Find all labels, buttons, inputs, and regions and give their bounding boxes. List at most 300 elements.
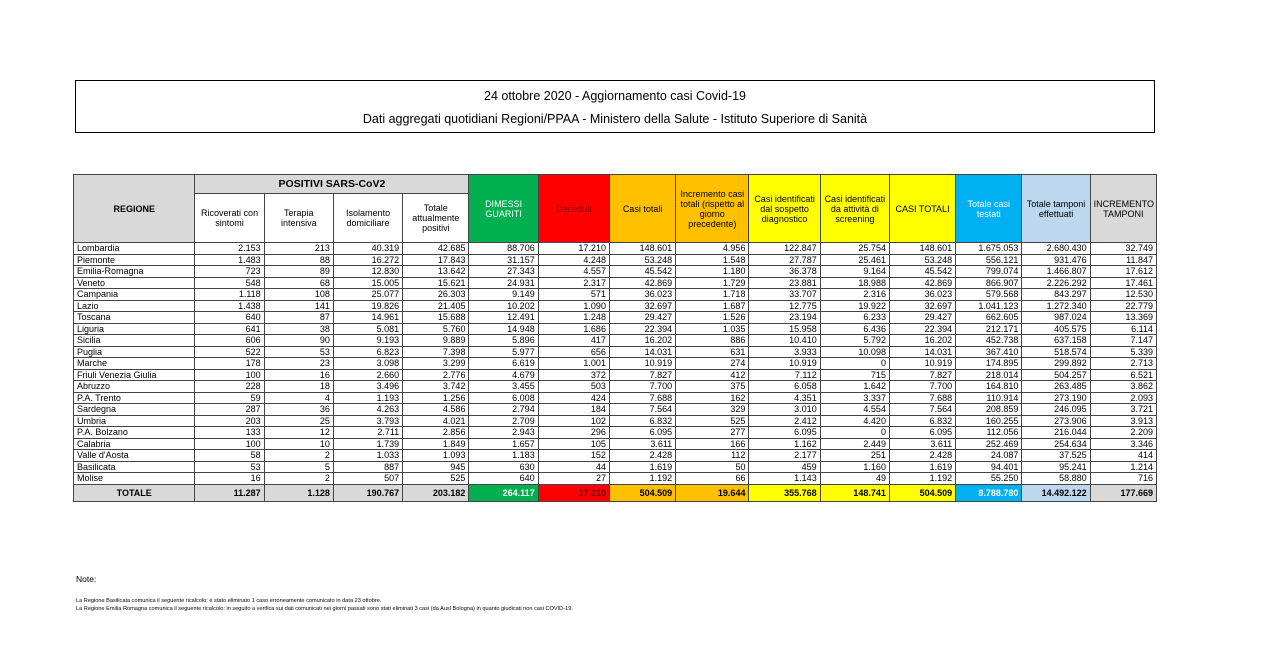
value-cell: 1.193 — [333, 392, 402, 404]
value-cell: 22.779 — [1090, 300, 1156, 312]
table-row — [74, 415, 1157, 427]
value-cell: 4.557 — [538, 266, 609, 278]
covid-data-table — [73, 174, 1157, 502]
col-header-regione: REGIONE — [74, 175, 195, 243]
value-cell: 2.794 — [469, 404, 538, 416]
value-cell: 662.605 — [956, 312, 1022, 324]
value-cell: 10.410 — [749, 335, 820, 347]
value-cell: 2.943 — [469, 427, 538, 439]
value-cell: 27.787 — [749, 254, 820, 266]
table-row — [74, 450, 1157, 462]
value-cell: 4.586 — [403, 404, 469, 416]
table-row — [74, 473, 1157, 485]
value-cell: 1.526 — [676, 312, 749, 324]
value-cell: 1.248 — [538, 312, 609, 324]
value-cell: 640 — [469, 473, 538, 485]
col-header-totale-casi-testati: Totale casi testati — [956, 175, 1022, 243]
value-cell: 1.438 — [195, 300, 264, 312]
value-cell: 4.351 — [749, 392, 820, 404]
value-cell: 68 — [264, 277, 333, 289]
value-cell: 1.093 — [403, 450, 469, 462]
value-cell: 208.859 — [956, 404, 1022, 416]
value-cell: 2.316 — [820, 289, 889, 301]
total-value-cell: 1.128 — [264, 484, 333, 501]
value-cell: 2.713 — [1090, 358, 1156, 370]
value-cell: 9.149 — [469, 289, 538, 301]
value-cell: 1.675.053 — [956, 243, 1022, 255]
value-cell: 3.793 — [333, 415, 402, 427]
value-cell: 525 — [403, 473, 469, 485]
col-header-dimessi-guariti: DIMESSI GUARITI — [469, 175, 538, 243]
value-cell: 3.862 — [1090, 381, 1156, 393]
value-cell: 141 — [264, 300, 333, 312]
value-cell: 2.412 — [749, 415, 820, 427]
value-cell: 1.657 — [469, 438, 538, 450]
value-cell: 10.919 — [609, 358, 675, 370]
value-cell: 273.190 — [1022, 392, 1090, 404]
value-cell: 329 — [676, 404, 749, 416]
value-cell: 1.729 — [676, 277, 749, 289]
total-value-cell: 355.768 — [749, 484, 820, 501]
col-header-incremento-tamponi: INCREMENTO TAMPONI — [1090, 175, 1156, 243]
value-cell: 254.634 — [1022, 438, 1090, 450]
table-row — [74, 289, 1157, 301]
value-cell: 3.913 — [1090, 415, 1156, 427]
total-value-cell: 203.182 — [403, 484, 469, 501]
value-cell: 26.303 — [403, 289, 469, 301]
value-cell: 723 — [195, 266, 264, 278]
value-cell: 571 — [538, 289, 609, 301]
value-cell: 6.095 — [749, 427, 820, 439]
value-cell: 4.248 — [538, 254, 609, 266]
value-cell: 53 — [195, 461, 264, 473]
table-row — [74, 243, 1157, 255]
value-cell: 112 — [676, 450, 749, 462]
report-header — [75, 80, 1155, 133]
value-cell: 3.742 — [403, 381, 469, 393]
value-cell: 178 — [195, 358, 264, 370]
table-row — [74, 254, 1157, 266]
value-cell: 2.093 — [1090, 392, 1156, 404]
value-cell: 507 — [333, 473, 402, 485]
value-cell: 579.568 — [956, 289, 1022, 301]
value-cell: 9.164 — [820, 266, 889, 278]
value-cell: 1.619 — [889, 461, 955, 473]
value-cell: 299.892 — [1022, 358, 1090, 370]
value-cell: 100 — [195, 369, 264, 381]
value-cell: 36.378 — [749, 266, 820, 278]
value-cell: 412 — [676, 369, 749, 381]
value-cell: 273.906 — [1022, 415, 1090, 427]
value-cell: 2.680.430 — [1022, 243, 1090, 255]
value-cell: 886 — [676, 335, 749, 347]
value-cell: 987.024 — [1022, 312, 1090, 324]
value-cell: 2.856 — [403, 427, 469, 439]
note-line: La Regione Emilia Romagna comunica il seguente ricalcolo: in seguito a verifica sui dati comunicati nei giorni passati sono stati eliminati 3 casi (da Ausl Bologna) in quanto giudicati non casi COVID-19. — [76, 605, 573, 612]
value-cell: 1.118 — [195, 289, 264, 301]
value-cell: 27.343 — [469, 266, 538, 278]
table-row — [74, 358, 1157, 370]
value-cell: 4.420 — [820, 415, 889, 427]
value-cell: 0 — [820, 358, 889, 370]
value-cell: 12 — [264, 427, 333, 439]
value-cell: 1.619 — [609, 461, 675, 473]
value-cell: 1.718 — [676, 289, 749, 301]
value-cell: 29.427 — [889, 312, 955, 324]
value-cell: 372 — [538, 369, 609, 381]
total-row — [74, 484, 1157, 501]
value-cell: 2.177 — [749, 450, 820, 462]
value-cell: 4.679 — [469, 369, 538, 381]
value-cell: 296 — [538, 427, 609, 439]
value-cell: 58.880 — [1022, 473, 1090, 485]
value-cell: 4 — [264, 392, 333, 404]
value-cell: 88.706 — [469, 243, 538, 255]
value-cell: 228 — [195, 381, 264, 393]
value-cell: 4.021 — [403, 415, 469, 427]
value-cell: 6.832 — [609, 415, 675, 427]
value-cell: 375 — [676, 381, 749, 393]
note-line: La Regione Basilicata comunica il seguente ricalcolo: è stato eliminato 1 caso erroneamente comunicato in data 23 ottobre. — [76, 598, 382, 604]
value-cell: 931.476 — [1022, 254, 1090, 266]
value-cell: 2.428 — [889, 450, 955, 462]
col-header-incremento-casi: Incremento casi totali (rispetto al giorno precedente) — [676, 175, 749, 243]
value-cell: 1.849 — [403, 438, 469, 450]
table-row — [74, 312, 1157, 324]
value-cell: 53 — [264, 346, 333, 358]
value-cell: 504.257 — [1022, 369, 1090, 381]
total-value-cell: 177.669 — [1090, 484, 1156, 501]
value-cell: 10.919 — [749, 358, 820, 370]
value-cell: 10 — [264, 438, 333, 450]
region-name-cell: Friuli Venezia Giulia — [74, 369, 195, 381]
table-row — [74, 438, 1157, 450]
value-cell: 2 — [264, 473, 333, 485]
value-cell: 6.008 — [469, 392, 538, 404]
value-cell: 6.058 — [749, 381, 820, 393]
value-cell: 36.023 — [609, 289, 675, 301]
value-cell: 945 — [403, 461, 469, 473]
value-cell: 424 — [538, 392, 609, 404]
value-cell: 715 — [820, 369, 889, 381]
value-cell: 1.548 — [676, 254, 749, 266]
value-cell: 2.209 — [1090, 427, 1156, 439]
value-cell: 17.843 — [403, 254, 469, 266]
value-cell: 164.810 — [956, 381, 1022, 393]
value-cell: 9.889 — [403, 335, 469, 347]
value-cell: 108 — [264, 289, 333, 301]
value-cell: 12.830 — [333, 266, 402, 278]
region-name-cell: P.A. Trento — [74, 392, 195, 404]
value-cell: 23 — [264, 358, 333, 370]
value-cell: 1.192 — [889, 473, 955, 485]
value-cell: 0 — [820, 427, 889, 439]
total-value-cell: 504.509 — [609, 484, 675, 501]
region-name-cell: Liguria — [74, 323, 195, 335]
value-cell: 405.575 — [1022, 323, 1090, 335]
table-row — [74, 346, 1157, 358]
value-cell: 246.095 — [1022, 404, 1090, 416]
region-name-cell: P.A. Bolzano — [74, 427, 195, 439]
value-cell: 44 — [538, 461, 609, 473]
col-header-totale-tamponi: Totale tamponi effettuati — [1022, 175, 1090, 243]
value-cell: 3.611 — [609, 438, 675, 450]
value-cell: 23.881 — [749, 277, 820, 289]
value-cell: 37.525 — [1022, 450, 1090, 462]
total-value-cell: 19.644 — [676, 484, 749, 501]
col-header-ricoverati: Ricoverati con sintomi — [195, 194, 264, 243]
region-name-cell: Puglia — [74, 346, 195, 358]
value-cell: 1.035 — [676, 323, 749, 335]
value-cell: 251 — [820, 450, 889, 462]
value-cell: 213 — [264, 243, 333, 255]
value-cell: 174.895 — [956, 358, 1022, 370]
value-cell: 5.760 — [403, 323, 469, 335]
region-name-cell: Molise — [74, 473, 195, 485]
region-name-cell: Emilia-Romagna — [74, 266, 195, 278]
value-cell: 799.074 — [956, 266, 1022, 278]
value-cell: 87 — [264, 312, 333, 324]
total-label-cell: TOTALE — [74, 484, 195, 501]
value-cell: 417 — [538, 335, 609, 347]
value-cell: 5.081 — [333, 323, 402, 335]
report-title: 24 ottobre 2020 - Aggiornamento casi Covid-19 — [484, 89, 746, 103]
value-cell: 203 — [195, 415, 264, 427]
value-cell: 274 — [676, 358, 749, 370]
value-cell: 6.832 — [889, 415, 955, 427]
value-cell: 1.642 — [820, 381, 889, 393]
value-cell: 53.248 — [889, 254, 955, 266]
region-name-cell: Lombardia — [74, 243, 195, 255]
value-cell: 459 — [749, 461, 820, 473]
value-cell: 14.031 — [889, 346, 955, 358]
total-value-cell: 504.509 — [889, 484, 955, 501]
value-cell: 2.709 — [469, 415, 538, 427]
value-cell: 263.485 — [1022, 381, 1090, 393]
value-cell: 16 — [195, 473, 264, 485]
value-cell: 19.922 — [820, 300, 889, 312]
value-cell: 148.601 — [609, 243, 675, 255]
value-cell: 40.319 — [333, 243, 402, 255]
value-cell: 13.642 — [403, 266, 469, 278]
notes-text — [76, 598, 573, 613]
value-cell: 4.263 — [333, 404, 402, 416]
value-cell: 2.153 — [195, 243, 264, 255]
value-cell: 110.914 — [956, 392, 1022, 404]
value-cell: 25.754 — [820, 243, 889, 255]
value-cell: 59 — [195, 392, 264, 404]
value-cell: 45.542 — [889, 266, 955, 278]
table-row — [74, 392, 1157, 404]
value-cell: 10.202 — [469, 300, 538, 312]
value-cell: 25 — [264, 415, 333, 427]
value-cell: 7.564 — [609, 404, 675, 416]
value-cell: 21.405 — [403, 300, 469, 312]
value-cell: 3.611 — [889, 438, 955, 450]
value-cell: 518.574 — [1022, 346, 1090, 358]
value-cell: 4.554 — [820, 404, 889, 416]
value-cell: 1.739 — [333, 438, 402, 450]
value-cell: 7.688 — [609, 392, 675, 404]
value-cell: 25.461 — [820, 254, 889, 266]
value-cell: 184 — [538, 404, 609, 416]
value-cell: 89 — [264, 266, 333, 278]
value-cell: 1.192 — [609, 473, 675, 485]
value-cell: 29.427 — [609, 312, 675, 324]
region-name-cell: Calabria — [74, 438, 195, 450]
value-cell: 17.461 — [1090, 277, 1156, 289]
table-row — [74, 427, 1157, 439]
value-cell: 6.095 — [889, 427, 955, 439]
value-cell: 122.847 — [749, 243, 820, 255]
value-cell: 5.977 — [469, 346, 538, 358]
value-cell: 16 — [264, 369, 333, 381]
value-cell: 24.931 — [469, 277, 538, 289]
value-cell: 6.521 — [1090, 369, 1156, 381]
value-cell: 16.202 — [609, 335, 675, 347]
value-cell: 4.956 — [676, 243, 749, 255]
value-cell: 36.023 — [889, 289, 955, 301]
total-value-cell: 190.767 — [333, 484, 402, 501]
group-header-positivi: POSITIVI SARS-CoV2 — [195, 175, 469, 194]
value-cell: 640 — [195, 312, 264, 324]
value-cell: 556.121 — [956, 254, 1022, 266]
value-cell: 7.112 — [749, 369, 820, 381]
value-cell: 55.250 — [956, 473, 1022, 485]
value-cell: 17.210 — [538, 243, 609, 255]
table-row — [74, 381, 1157, 393]
region-name-cell: Toscana — [74, 312, 195, 324]
value-cell: 2.226.292 — [1022, 277, 1090, 289]
value-cell: 1.162 — [749, 438, 820, 450]
value-cell: 160.255 — [956, 415, 1022, 427]
value-cell: 5.339 — [1090, 346, 1156, 358]
value-cell: 102 — [538, 415, 609, 427]
notes-label: Note: — [76, 574, 97, 584]
total-value-cell: 14.492.122 — [1022, 484, 1090, 501]
value-cell: 95.241 — [1022, 461, 1090, 473]
value-cell: 32.749 — [1090, 243, 1156, 255]
value-cell: 3.496 — [333, 381, 402, 393]
value-cell: 166 — [676, 438, 749, 450]
value-cell: 31.157 — [469, 254, 538, 266]
value-cell: 148.601 — [889, 243, 955, 255]
value-cell: 42.869 — [609, 277, 675, 289]
value-cell: 105 — [538, 438, 609, 450]
total-value-cell: 264.117 — [469, 484, 538, 501]
value-cell: 6.095 — [609, 427, 675, 439]
value-cell: 367.410 — [956, 346, 1022, 358]
value-cell: 1.090 — [538, 300, 609, 312]
value-cell: 15.621 — [403, 277, 469, 289]
region-name-cell: Abruzzo — [74, 381, 195, 393]
value-cell: 1.483 — [195, 254, 264, 266]
value-cell: 3.455 — [469, 381, 538, 393]
value-cell: 58 — [195, 450, 264, 462]
value-cell: 716 — [1090, 473, 1156, 485]
value-cell: 16.202 — [889, 335, 955, 347]
value-cell: 641 — [195, 323, 264, 335]
col-header-totale-positivi: Totale attualmente positivi — [403, 194, 469, 243]
value-cell: 6.114 — [1090, 323, 1156, 335]
value-cell: 42.685 — [403, 243, 469, 255]
value-cell: 2.776 — [403, 369, 469, 381]
value-cell: 1.033 — [333, 450, 402, 462]
value-cell: 452.738 — [956, 335, 1022, 347]
value-cell: 22.394 — [609, 323, 675, 335]
value-cell: 12.530 — [1090, 289, 1156, 301]
value-cell: 1.143 — [749, 473, 820, 485]
value-cell: 1.687 — [676, 300, 749, 312]
value-cell: 1.256 — [403, 392, 469, 404]
value-cell: 525 — [676, 415, 749, 427]
table-row — [74, 369, 1157, 381]
value-cell: 7.688 — [889, 392, 955, 404]
value-cell: 252.469 — [956, 438, 1022, 450]
value-cell: 866.907 — [956, 277, 1022, 289]
value-cell: 3.337 — [820, 392, 889, 404]
value-cell: 66 — [676, 473, 749, 485]
value-cell: 12.775 — [749, 300, 820, 312]
table-row — [74, 404, 1157, 416]
table-row — [74, 277, 1157, 289]
value-cell: 7.147 — [1090, 335, 1156, 347]
value-cell: 94.401 — [956, 461, 1022, 473]
value-cell: 637.158 — [1022, 335, 1090, 347]
value-cell: 12.491 — [469, 312, 538, 324]
value-cell: 656 — [538, 346, 609, 358]
value-cell: 27 — [538, 473, 609, 485]
value-cell: 2.660 — [333, 369, 402, 381]
value-cell: 23.194 — [749, 312, 820, 324]
value-cell: 25.077 — [333, 289, 402, 301]
value-cell: 9.193 — [333, 335, 402, 347]
value-cell: 22.394 — [889, 323, 955, 335]
value-cell: 3.721 — [1090, 404, 1156, 416]
table-row — [74, 323, 1157, 335]
value-cell: 1.466.807 — [1022, 266, 1090, 278]
value-cell: 5.896 — [469, 335, 538, 347]
value-cell: 1.180 — [676, 266, 749, 278]
region-name-cell: Veneto — [74, 277, 195, 289]
value-cell: 1.686 — [538, 323, 609, 335]
value-cell: 7.398 — [403, 346, 469, 358]
value-cell: 7.564 — [889, 404, 955, 416]
table-header — [74, 175, 1157, 243]
value-cell: 14.961 — [333, 312, 402, 324]
value-cell: 38 — [264, 323, 333, 335]
report-subtitle: Dati aggregati quotidiani Regioni/PPAA - Ministero della Salute - Istituto Superiore di Sanità — [362, 112, 868, 126]
region-name-cell: Sicilia — [74, 335, 195, 347]
table-body — [74, 243, 1157, 502]
value-cell: 32.697 — [889, 300, 955, 312]
value-cell: 15.005 — [333, 277, 402, 289]
value-cell: 100 — [195, 438, 264, 450]
value-cell: 212.171 — [956, 323, 1022, 335]
region-name-cell: Piemonte — [74, 254, 195, 266]
value-cell: 630 — [469, 461, 538, 473]
value-cell: 216.044 — [1022, 427, 1090, 439]
value-cell: 2.428 — [609, 450, 675, 462]
value-cell: 1.001 — [538, 358, 609, 370]
region-name-cell: Sardegna — [74, 404, 195, 416]
value-cell: 2.317 — [538, 277, 609, 289]
value-cell: 414 — [1090, 450, 1156, 462]
value-cell: 6.823 — [333, 346, 402, 358]
value-cell: 277 — [676, 427, 749, 439]
value-cell: 3.299 — [403, 358, 469, 370]
value-cell: 1.041.123 — [956, 300, 1022, 312]
